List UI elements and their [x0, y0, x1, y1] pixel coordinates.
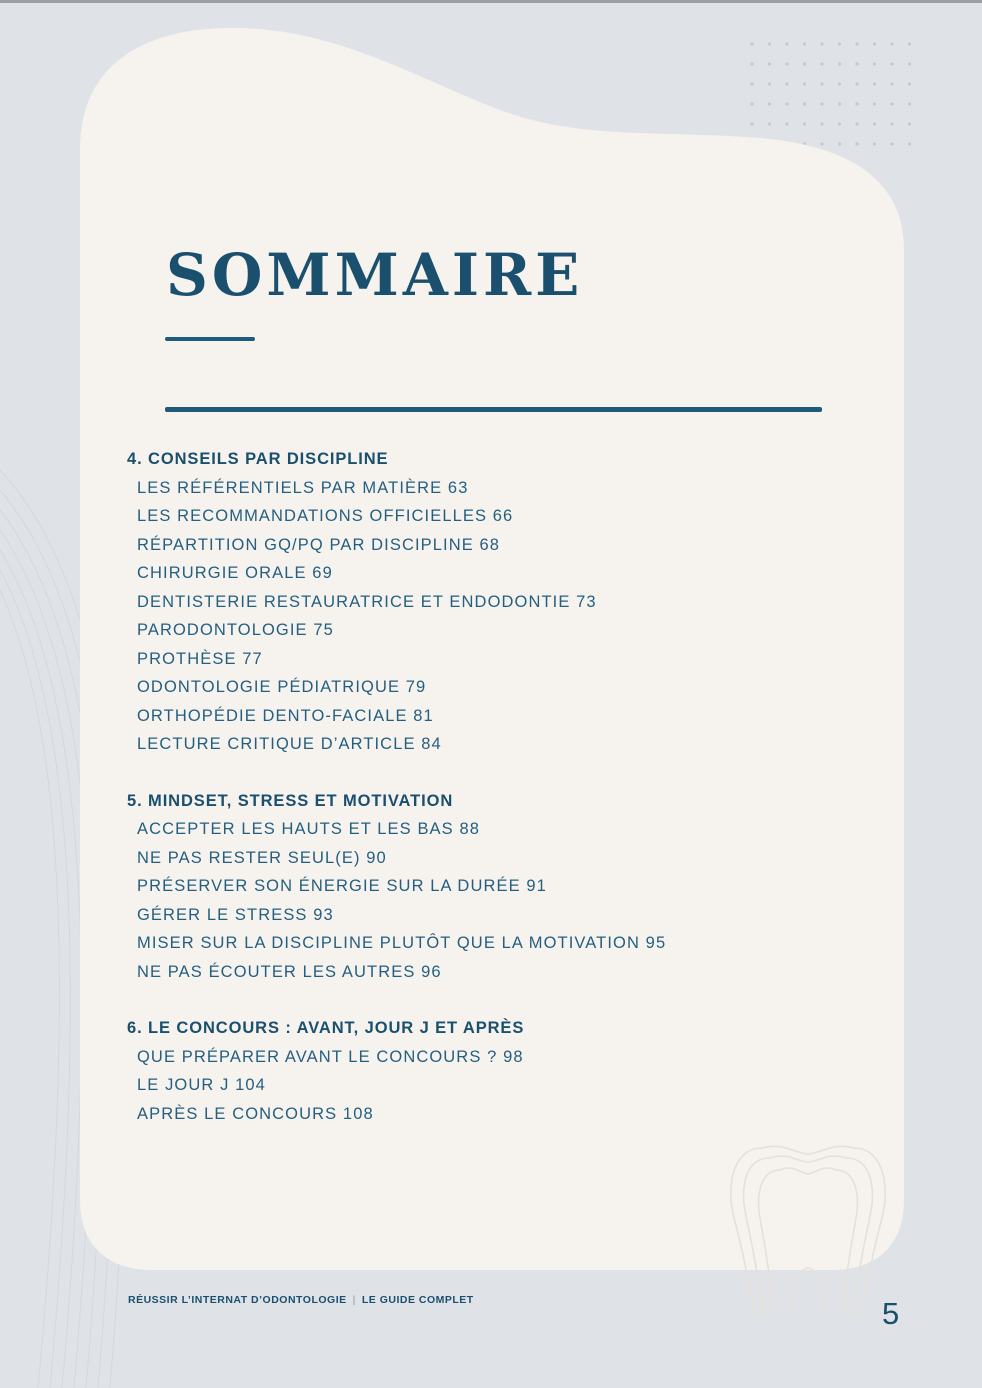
toc-entry[interactable]: RÉPARTITION GQ/PQ PAR DISCIPLINE 68: [137, 535, 501, 554]
title-underline-short: [165, 337, 255, 341]
section-heading[interactable]: 4. CONSEILS PAR DISCIPLINE: [127, 450, 389, 468]
toc-entry[interactable]: PARODONTOLOGIE 75: [137, 621, 334, 640]
tooth-outline-icon: [722, 1128, 894, 1328]
toc-entry[interactable]: LECTURE CRITIQUE D’ARTICLE 84: [137, 735, 442, 754]
toc-entry[interactable]: LES RÉFÉRENTIELS PAR MATIÈRE 63: [137, 478, 469, 497]
footer-book-title: RÉUSSIR L’INTERNAT D’ODONTOLOGIE: [128, 1294, 347, 1306]
toc-section-mindset: [0, 787, 982, 987]
toc-entry[interactable]: CHIRURGIE ORALE 69: [137, 564, 333, 583]
toc-entry[interactable]: PROTHÈSE 77: [137, 649, 263, 668]
toc-section-concours: [0, 1014, 982, 1128]
footer-separator: |: [352, 1294, 356, 1306]
toc-section-conseils: [0, 445, 982, 759]
page-footer: [128, 1294, 474, 1306]
toc-entry[interactable]: QUE PRÉPARER AVANT LE CONCOURS ? 98: [137, 1047, 524, 1066]
table-of-contents: [0, 445, 982, 1128]
section-heading[interactable]: 6. LE CONCOURS : AVANT, JOUR J ET APRÈS: [127, 1019, 525, 1038]
toc-entry[interactable]: LE JOUR J 104: [137, 1076, 266, 1095]
toc-entry[interactable]: PRÉSERVER SON ÉNERGIE SUR LA DURÉE 91: [137, 877, 547, 896]
toc-entry[interactable]: GÉRER LE STRESS 93: [137, 905, 334, 924]
toc-entry[interactable]: ACCEPTER LES HAUTS ET LES BAS 88: [137, 820, 481, 839]
toc-entry[interactable]: ORTHOPÉDIE DENTO-FACIALE 81: [137, 706, 434, 725]
page-number: 5: [882, 1296, 900, 1331]
title-underline-long: [165, 407, 822, 412]
toc-entry[interactable]: APRÈS LE CONCOURS 108: [137, 1104, 374, 1123]
toc-entry[interactable]: NE PAS ÉCOUTER LES AUTRES 96: [137, 962, 442, 981]
toc-entry[interactable]: DENTISTERIE RESTAURATRICE ET ENDODONTIE 73: [137, 592, 597, 611]
page-title: SOMMAIRE: [166, 241, 584, 309]
section-heading[interactable]: 5. MINDSET, STRESS ET MOTIVATION: [127, 791, 454, 810]
toc-entry[interactable]: LES RECOMMANDATIONS OFFICIELLES 66: [137, 507, 514, 526]
toc-entry[interactable]: ODONTOLOGIE PÉDIATRIQUE 79: [137, 678, 427, 697]
toc-entry[interactable]: NE PAS RESTER SEUL(E) 90: [137, 848, 387, 867]
toc-entry[interactable]: MISER SUR LA DISCIPLINE PLUTÔT QUE LA MOTIVATION 95: [137, 934, 667, 953]
footer-subtitle: LE GUIDE COMPLET: [361, 1294, 474, 1306]
